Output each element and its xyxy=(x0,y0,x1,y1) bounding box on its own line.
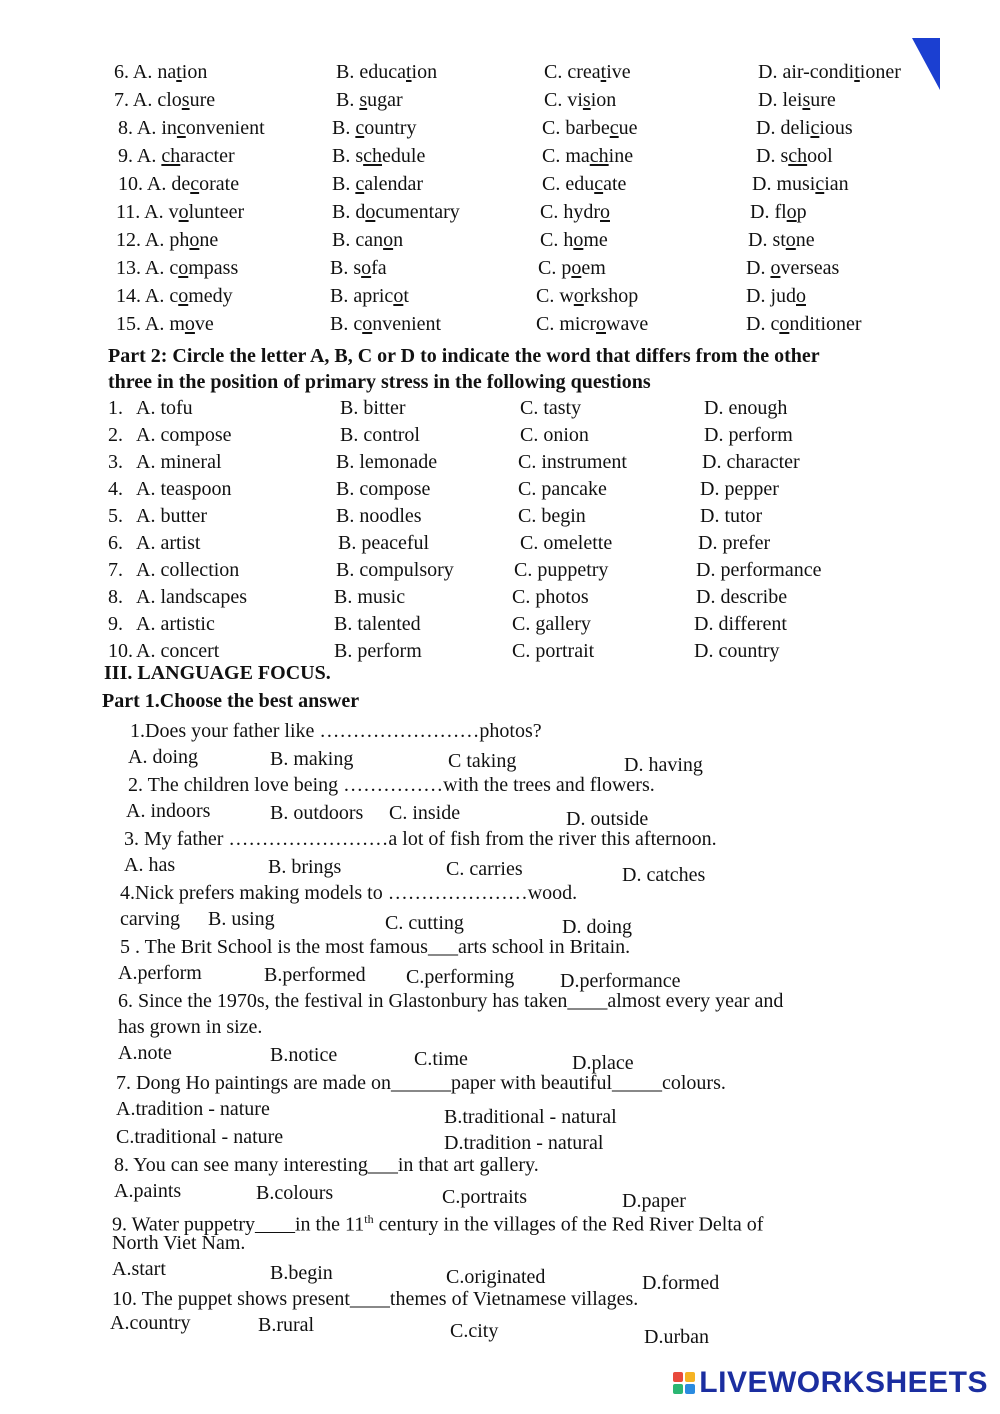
option[interactable]: carving xyxy=(120,908,180,930)
option[interactable]: C. carries xyxy=(446,858,523,880)
option-a[interactable]: 8. A. inconvenient xyxy=(118,117,265,139)
option[interactable]: D.performance xyxy=(560,970,681,992)
option[interactable]: C.time xyxy=(414,1048,468,1070)
question-stem: 10. The puppet shows present____themes of Vietnamese villages. xyxy=(112,1288,639,1310)
option-d[interactable]: D. conditioner xyxy=(746,313,862,335)
option[interactable]: A.country xyxy=(110,1312,191,1334)
option-a[interactable]: A. artistic xyxy=(136,613,215,635)
option-a[interactable]: 6. A. nation xyxy=(114,61,208,83)
option[interactable]: C.originated xyxy=(446,1266,546,1288)
option-c[interactable]: C. onion xyxy=(520,424,589,446)
option[interactable]: B. making xyxy=(270,748,354,770)
option-c[interactable]: C. begin xyxy=(518,505,586,527)
option-a[interactable]: A. landscapes xyxy=(136,586,248,608)
option[interactable]: B. using xyxy=(208,908,275,930)
option-d[interactable]: D. overseas xyxy=(746,257,840,279)
question-number: 6. xyxy=(108,532,123,554)
option-a[interactable]: A. tofu xyxy=(136,397,193,419)
option-c[interactable]: C. educate xyxy=(542,173,627,195)
option-b[interactable]: B. compose xyxy=(336,478,431,500)
part2-heading: Part 2: Circle the letter A, B, C or D to indicate the word that differs from the other xyxy=(108,345,820,367)
option-a[interactable]: 14. A. comedy xyxy=(116,285,233,307)
option[interactable]: A. doing xyxy=(128,746,198,768)
question-stem-cont: has grown in size. xyxy=(118,1016,263,1038)
option-b[interactable]: B. convenient xyxy=(330,313,442,335)
option-d[interactable]: D. describe xyxy=(696,586,788,608)
option-a[interactable]: A. butter xyxy=(136,505,208,527)
question-number: 4. xyxy=(108,478,123,500)
option-c[interactable]: C. vision xyxy=(544,89,617,111)
option[interactable]: D.formed xyxy=(642,1272,720,1294)
question-number: 9. xyxy=(108,613,123,635)
option[interactable]: C taking xyxy=(448,750,517,772)
option-c[interactable]: C. tasty xyxy=(520,397,582,419)
option-c[interactable]: C. instrument xyxy=(518,451,627,473)
option-b[interactable]: B. control xyxy=(340,424,420,446)
option-a[interactable]: A. mineral xyxy=(136,451,222,473)
question-stem: 8. You can see many interesting___in that art gallery. xyxy=(114,1154,539,1176)
logo-text: LIVEWORKSHEETS xyxy=(699,1366,988,1399)
option-d[interactable]: D. school xyxy=(756,145,833,167)
option-d[interactable]: D. enough xyxy=(704,397,788,419)
question-number: 8. xyxy=(108,586,123,608)
option[interactable]: B.rural xyxy=(258,1314,315,1336)
option-a[interactable]: 10. A. decorate xyxy=(118,173,240,195)
option[interactable]: D. outside xyxy=(566,808,649,830)
option-d[interactable]: D. tutor xyxy=(700,505,763,527)
option-a[interactable]: A. compose xyxy=(136,424,232,446)
option[interactable]: B.performed xyxy=(264,964,366,986)
option-c[interactable]: C. pancake xyxy=(518,478,607,500)
question-number: 7. xyxy=(108,559,123,581)
option[interactable]: C. cutting xyxy=(385,912,464,934)
option[interactable]: D. doing xyxy=(562,916,632,938)
option-b[interactable]: B. lemonade xyxy=(336,451,438,473)
option-b[interactable]: B. documentary xyxy=(332,201,460,223)
option[interactable]: B. brings xyxy=(268,856,342,878)
option-d[interactable]: D. judo xyxy=(746,285,806,307)
part1-heading: Part 1.Choose the best answer xyxy=(102,690,360,712)
option-a[interactable]: 15. A. move xyxy=(116,313,214,335)
option-a[interactable]: 11. A. volunteer xyxy=(116,201,245,223)
option-c[interactable]: C. omelette xyxy=(520,532,613,554)
option[interactable]: A.paints xyxy=(114,1180,182,1202)
option[interactable]: B. outdoors xyxy=(270,802,364,824)
option-d[interactable]: D. stone xyxy=(748,229,815,251)
option-c[interactable]: C. hydro xyxy=(540,201,610,223)
option-c[interactable]: C. gallery xyxy=(512,613,591,635)
part2-heading-line2: three in the position of primary stress in the following questions xyxy=(108,371,651,393)
question-stem: 9. Water puppetry____in the 11th century in the villages of the Red River Delta of xyxy=(112,1212,764,1236)
option-d[interactable]: D. performance xyxy=(696,559,822,581)
option[interactable]: D.paper xyxy=(622,1190,686,1212)
option-b[interactable]: B. bitter xyxy=(340,397,406,419)
option[interactable]: C.performing xyxy=(406,966,515,988)
logo-mark-icon xyxy=(673,1372,695,1394)
option-b[interactable]: B. music xyxy=(334,586,406,608)
option-c[interactable]: C. poem xyxy=(538,257,606,279)
option-b[interactable]: B. sofa xyxy=(330,257,387,279)
option[interactable]: C.traditional - nature xyxy=(116,1126,284,1148)
option[interactable]: A. has xyxy=(124,854,176,876)
option-a[interactable]: A. teaspoon xyxy=(136,478,232,500)
option-b[interactable]: B. apricot xyxy=(330,285,409,307)
question-stem-cont: North Viet Nam. xyxy=(112,1232,246,1254)
option-b[interactable]: B. country xyxy=(332,117,417,139)
option-a[interactable]: 12. A. phone xyxy=(116,229,219,251)
option[interactable]: D. having xyxy=(624,754,703,776)
option-c[interactable]: C. machine xyxy=(542,145,634,167)
option-c[interactable]: C. puppetry xyxy=(514,559,609,581)
question-number: 10. xyxy=(108,640,133,662)
question-number: 2. xyxy=(108,424,123,446)
option-d[interactable]: D. perform xyxy=(704,424,793,446)
question-stem: 3. My father ……………………a lot of fish from the river this afternoon. xyxy=(124,828,717,850)
option[interactable]: D.place xyxy=(572,1052,634,1074)
option[interactable]: D.tradition - natural xyxy=(444,1132,604,1154)
option[interactable]: C. inside xyxy=(389,802,461,824)
option[interactable]: D. catches xyxy=(622,864,706,886)
option-b[interactable]: B. peaceful xyxy=(338,532,430,554)
option-c[interactable]: C. creative xyxy=(544,61,631,83)
option-d[interactable]: D. prefer xyxy=(698,532,771,554)
question-number: 1. xyxy=(108,397,123,419)
option-d[interactable]: D. character xyxy=(702,451,800,473)
option[interactable]: B.notice xyxy=(270,1044,338,1066)
option[interactable]: D.urban xyxy=(644,1326,709,1348)
option-a[interactable]: 7. A. closure xyxy=(114,89,216,111)
option[interactable]: A.tradition - nature xyxy=(116,1098,270,1120)
option-a[interactable]: 9. A. character xyxy=(118,145,235,167)
option-d[interactable]: D. pepper xyxy=(700,478,779,500)
option[interactable]: B.begin xyxy=(270,1262,333,1284)
section-heading: III. LANGUAGE FOCUS. xyxy=(104,662,331,684)
option-c[interactable]: C. photos xyxy=(512,586,589,608)
question-number: 5. xyxy=(108,505,123,527)
option-a[interactable]: A. collection xyxy=(136,559,240,581)
option[interactable]: A.perform xyxy=(118,962,202,984)
question-stem: 1.Does your father like ……………………photos? xyxy=(130,720,542,742)
option[interactable]: C.city xyxy=(450,1320,499,1342)
option-d[interactable]: D. country xyxy=(694,640,780,662)
option-c[interactable]: C. workshop xyxy=(536,285,639,307)
option-a[interactable]: 13. A. compass xyxy=(116,257,239,279)
option-b[interactable]: B. education xyxy=(336,61,438,83)
option-d[interactable]: D. different xyxy=(694,613,787,635)
question-stem: 2. The children love being ……………with the trees and flowers. xyxy=(128,774,655,796)
question-stem: 7. Dong Ho paintings are made on______paper with beautiful_____colours. xyxy=(116,1072,726,1094)
option-d[interactable]: D. air-conditioner xyxy=(758,61,901,83)
option-b[interactable]: B. schedule xyxy=(332,145,426,167)
option-c[interactable]: C. barbecue xyxy=(542,117,638,139)
option-b[interactable]: B. calendar xyxy=(332,173,424,195)
option-d[interactable]: D. flop xyxy=(750,201,807,223)
option[interactable]: B.traditional - natural xyxy=(444,1106,617,1128)
option-b[interactable]: B. canon xyxy=(332,229,404,251)
option-d[interactable]: D. delicious xyxy=(756,117,853,139)
option-b[interactable]: B. perform xyxy=(334,640,422,662)
question-number: 3. xyxy=(108,451,123,473)
option-b[interactable]: B. compulsory xyxy=(336,559,454,581)
option-b[interactable]: B. talented xyxy=(334,613,421,635)
question-stem: 6. Since the 1970s, the festival in Glastonbury has taken____almost every year and xyxy=(118,990,784,1012)
option[interactable]: C.portraits xyxy=(442,1186,527,1208)
option-c[interactable]: C. home xyxy=(540,229,608,251)
option[interactable]: A. indoors xyxy=(126,800,211,822)
question-stem: 5 . The Brit School is the most famous___arts school in Britain. xyxy=(120,936,631,958)
option-d[interactable]: D. musician xyxy=(752,173,849,195)
corner-marker xyxy=(912,38,940,90)
option-c[interactable]: C. portrait xyxy=(512,640,595,662)
option[interactable]: A.note xyxy=(118,1042,172,1064)
question-stem: 4.Nick prefers making models to …………………wood. xyxy=(120,882,578,904)
liveworksheets-logo[interactable] xyxy=(673,1366,988,1400)
option-d[interactable]: D. leisure xyxy=(758,89,836,111)
option-a[interactable]: A. artist xyxy=(136,532,201,554)
option[interactable]: B.colours xyxy=(256,1182,334,1204)
option-a[interactable]: A. concert xyxy=(136,640,220,662)
option[interactable]: A.start xyxy=(112,1258,166,1280)
option-b[interactable]: B. sugar xyxy=(336,89,403,111)
option-c[interactable]: C. microwave xyxy=(536,313,649,335)
option-b[interactable]: B. noodles xyxy=(336,505,422,527)
